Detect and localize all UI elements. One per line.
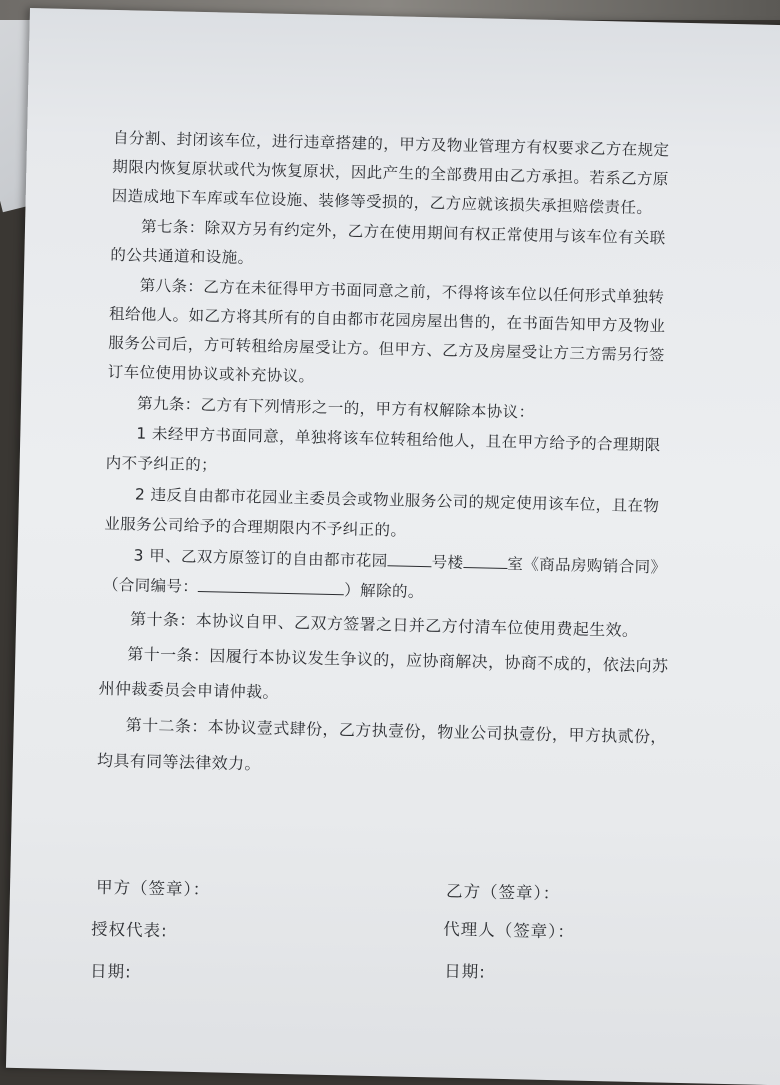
document-page [6, 8, 780, 1085]
party-b-seal-label: 乙方（签章）： [445, 881, 561, 904]
item-1: 1 未经甲方书面同意，单独将该车位转租给他人，且在甲方给予的合理期限 [136, 424, 661, 455]
text-line: 的公共通道和设施。 [110, 245, 254, 268]
article-12: 第十二条：本协议壹式肆份，乙方执壹份，物业公司执壹份，甲方执贰份， [125, 715, 668, 747]
article-8: 第八条：乙方在未征得甲方书面同意之前，不得将该车位以任何形式单独转 [139, 276, 665, 307]
item-3-text-a: 3 甲、乙双方原签订的自由都市花园 [133, 546, 388, 571]
party-b-date-label: 日期: [444, 961, 487, 982]
blank-room [463, 553, 507, 569]
item-3-text-b: 号楼 [431, 553, 464, 572]
article-9: 第九条：乙方有下列情形之一的，甲方有权解除本协议： [136, 394, 535, 422]
text-line: 均具有同等法律效力。 [96, 750, 262, 774]
text-line: 租给他人。如乙方将其所有的自由都市花园房屋出售的，在书面告知甲方及物业 [108, 304, 666, 336]
contract-number-tail: ）解除的。 [344, 581, 424, 602]
party-a-date-label: 日期: [89, 961, 132, 982]
text-line: 内不予纠正的； [105, 453, 218, 475]
party-a-representative-label: 授权代表: [90, 919, 168, 941]
party-a-seal-label: 甲方（签章）： [95, 877, 211, 900]
text-line: 自分割、封闭该车位，进行违章搭建的，甲方及物业管理方有权要求乙方在规定 [112, 128, 670, 160]
item-2: 2 违反自由都市花园业主委员会或物业服务公司的规定使用该车位，且在物 [134, 485, 660, 516]
text-line: 业服务公司给予的合理期限内不予纠正的。 [104, 514, 407, 540]
blank-building [388, 551, 432, 567]
text-line: 期限内恢复原状或代为恢复原状，因此产生的全部费用由乙方承担。若系乙方原 [112, 157, 669, 189]
article-7: 第七条：除双方另有约定外，乙方在使用期间有权正常使用与该车位有关联 [140, 217, 666, 248]
blank-contract-number [198, 577, 344, 595]
article-10: 第十条：本协议自甲、乙双方签署之日并乙方付清车位使用费起生效。 [129, 609, 639, 640]
text-line: 因造成地下车库或车位设施、装修等受损的，乙方应就该损失承担赔偿责任。 [111, 186, 653, 218]
party-b-agent-label: 代理人（签章）： [442, 919, 576, 942]
item-3 [133, 543, 666, 577]
article-11: 第十一条：因履行本协议发生争议的，应协商解决，协商不成的，依法向苏 [127, 644, 669, 676]
contract-number-label: （合同编号： [102, 575, 199, 596]
text-line: 服务公司后，方可转租给房屋受让方。但甲方、乙方及房屋受让方三方需另行签 [108, 333, 665, 365]
document-body [6, 8, 780, 1065]
text-line: 州仲裁委员会申请仲裁。 [98, 678, 280, 702]
text-line: 订车位使用协议或补充协议。 [107, 362, 315, 386]
contract-number-line [103, 573, 424, 602]
item-3-text-c: 室《商品房购销合同》 [507, 554, 667, 577]
